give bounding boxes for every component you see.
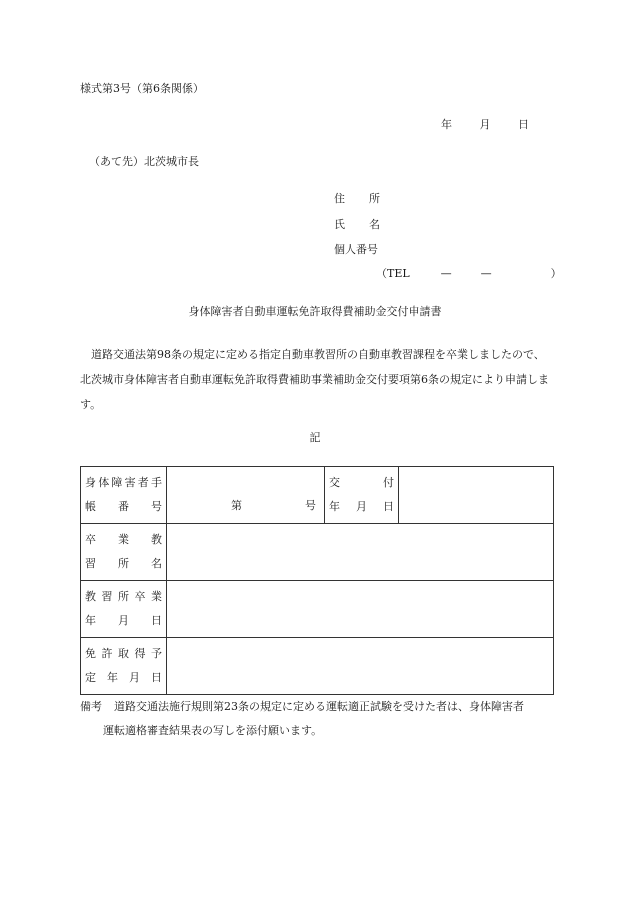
label-line [85, 666, 162, 690]
school-name-label [81, 524, 167, 581]
note-line-2: 運転適格審査結果表の写しを添付願います。 [103, 724, 323, 737]
label-char: 業 [151, 590, 162, 603]
label-char: 月 [129, 671, 140, 684]
tel-dash-2: — [480, 267, 492, 280]
applicant-tel [376, 266, 562, 283]
label-char: 予 [151, 647, 162, 660]
label-line [85, 642, 162, 666]
label-char: 定 [85, 671, 96, 684]
table-row [81, 638, 554, 695]
label-char: 帳 [85, 500, 96, 513]
applicant-name-label [334, 217, 380, 234]
note-line-1 [80, 699, 524, 716]
license-date-label [81, 638, 167, 695]
label-char: 免 [85, 647, 96, 660]
label-char: 取 [118, 647, 129, 660]
label-char: 所 [118, 590, 129, 603]
note-label: 備考 [80, 700, 102, 713]
graduation-date-label [81, 581, 167, 638]
label-char: 得 [134, 647, 146, 660]
label-char: 年 [329, 500, 340, 513]
label-char: 日 [151, 671, 162, 684]
address-char-1: 住 [334, 192, 345, 205]
applicant-address-label [334, 191, 380, 208]
label-char: 月 [356, 500, 367, 513]
date-month: 月 [479, 118, 491, 131]
body-paragraph: 道路交通法第98条の規定に定める指定自動車教習所の自動車教習課程を卒業しましたので、北茨城市身体障害者自動車運転免許取得費補助事業補助金交付要項第6条の規定により申請します。 [80, 348, 549, 411]
label-char: 者 [137, 476, 149, 489]
details-table [80, 466, 554, 695]
issue-date-cell [399, 467, 554, 524]
label-char: 付 [383, 476, 394, 489]
tel-dash-1: — [440, 267, 452, 280]
date-line [441, 117, 529, 134]
label-char: 教 [85, 590, 96, 603]
table-row [81, 581, 554, 638]
number-suffix: 号 [305, 499, 316, 512]
label-line [85, 552, 162, 576]
label-char: 許 [101, 647, 113, 660]
label-char: 身 [85, 476, 96, 489]
label-line [85, 471, 162, 495]
label-line [85, 585, 162, 609]
name-char-1: 氏 [334, 218, 345, 231]
name-char-2: 名 [369, 218, 380, 231]
form-number: 様式第3号（第6条関係） [80, 82, 204, 95]
label-char: 卒 [134, 590, 146, 603]
label-line [329, 471, 394, 495]
label-char: 日 [151, 614, 162, 627]
label-char: 月 [118, 614, 129, 627]
label-char: 習 [85, 557, 96, 570]
applicant-mynumber-label: 個人番号 [334, 243, 378, 256]
tel-open: （TEL [376, 267, 410, 280]
label-line [329, 495, 394, 519]
label-char: 号 [151, 500, 162, 513]
table-row [81, 524, 554, 581]
label-char: 業 [118, 533, 129, 546]
graduation-date-cell [167, 581, 554, 638]
date-day: 日 [518, 118, 529, 131]
school-name-cell [167, 524, 554, 581]
label-char: 所 [118, 557, 129, 570]
label-char: 年 [85, 614, 96, 627]
label-char: 年 [107, 671, 118, 684]
label-char: 交 [329, 476, 340, 489]
label-line [85, 495, 162, 519]
label-char: 習 [101, 590, 113, 603]
license-date-cell [167, 638, 554, 695]
table-row [81, 467, 554, 524]
addressee: （あて先）北茨城市長 [89, 155, 199, 168]
label-char: 番 [118, 500, 129, 513]
label-char: 障 [111, 476, 123, 489]
ki-heading: 記 [309, 431, 321, 444]
label-char: 卒 [85, 533, 96, 546]
note-text-1: 道路交通法施行規則第23条の規定に定める運転適正試験を受けた者は、身体障害者 [114, 700, 524, 713]
issue-date-label [325, 467, 399, 524]
handbook-number-label [81, 467, 167, 524]
label-char: 名 [151, 557, 162, 570]
label-char: 体 [98, 476, 110, 489]
tel-close: ） [550, 267, 562, 280]
label-char: 手 [150, 476, 162, 489]
label-char: 日 [383, 500, 394, 513]
date-year: 年 [441, 118, 452, 131]
handbook-number-cell [167, 467, 325, 524]
label-char: 教 [151, 533, 162, 546]
number-prefix: 第 [231, 499, 242, 512]
label-line [85, 528, 162, 552]
document-title: 身体障害者自動車運転免許取得費補助金交付申請書 [188, 305, 442, 318]
address-char-2: 所 [369, 192, 380, 205]
label-line [85, 609, 162, 633]
label-char: 害 [124, 476, 136, 489]
